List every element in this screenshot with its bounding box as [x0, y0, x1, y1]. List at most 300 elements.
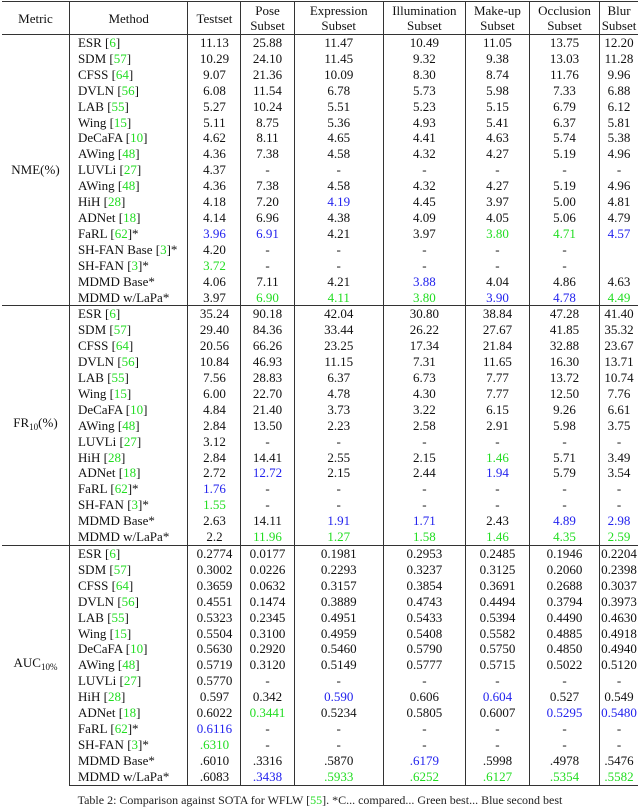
- citation-link[interactable]: 56: [121, 82, 135, 98]
- value-cell: 8.30: [383, 67, 465, 83]
- method-cell: ADNet [18]: [69, 465, 187, 481]
- citation-link[interactable]: 6: [109, 35, 116, 50]
- table-body: [2, 35, 638, 786]
- citation-link[interactable]: 6: [109, 306, 116, 322]
- value-cell: 46.93: [241, 354, 294, 370]
- value-cell: 4.78: [294, 386, 383, 402]
- value-cell: 4.32: [383, 146, 465, 162]
- table-row: [2, 130, 638, 146]
- value-cell: 7.38: [241, 146, 294, 162]
- citation-link[interactable]: 55: [111, 98, 125, 114]
- citation-link[interactable]: 57: [113, 561, 127, 577]
- value-cell: 5.74: [529, 130, 599, 146]
- value-cell: 3.72: [188, 258, 241, 274]
- method-name: Wing: [77, 385, 107, 401]
- table-row: [2, 546, 638, 562]
- citation-link[interactable]: 48: [122, 417, 136, 433]
- value-cell: 0.5715: [465, 657, 529, 673]
- value-cell: 0.549: [604, 689, 634, 705]
- value-cell: .6010: [188, 753, 241, 769]
- table-row: [2, 737, 638, 753]
- method-name: Wing: [77, 625, 107, 641]
- value-cell: 2.44: [383, 465, 465, 481]
- value-cell: 24.10: [241, 51, 294, 67]
- value-cell: -: [529, 673, 599, 689]
- value-cell: 0.4918: [601, 625, 637, 641]
- value-cell: 29.40: [188, 322, 241, 338]
- citation-link[interactable]: 10: [130, 401, 144, 417]
- value-cell: 10.74: [604, 370, 634, 386]
- value-cell: 4.65: [294, 130, 383, 146]
- value-cell: .5582: [600, 769, 638, 785]
- value-cell: 0.5777: [383, 657, 465, 673]
- method-name: Wing: [77, 114, 107, 130]
- value-cell: 7.38: [241, 178, 294, 194]
- results-table: [2, 1, 638, 786]
- table-row: [2, 226, 638, 242]
- method-name: ADNet: [77, 209, 116, 225]
- method-name: LAB: [77, 370, 104, 386]
- citation-link[interactable]: 15: [113, 625, 127, 641]
- value-cell: 3.88: [383, 274, 465, 290]
- value-cell: 2.43: [465, 513, 529, 529]
- value-cell: -: [294, 162, 383, 178]
- value-cell: 4.63: [465, 130, 529, 146]
- citation-link[interactable]: 18: [123, 209, 137, 225]
- method-cell: HiH [28]: [69, 194, 187, 210]
- value-cell: .5476: [604, 752, 634, 768]
- value-cell: 0.3973: [601, 593, 637, 609]
- value-cell: 3.80: [465, 226, 529, 242]
- value-cell: 0.2398: [601, 561, 637, 577]
- value-cell: 11.47: [294, 35, 383, 51]
- value-cell: 9.96: [607, 66, 631, 82]
- value-cell: .6179: [383, 753, 465, 769]
- value-cell: 2.98: [607, 513, 631, 529]
- value-cell: 0.5504: [188, 626, 241, 642]
- citation-link[interactable]: 6: [109, 546, 116, 561]
- method-name: CFSS: [77, 338, 109, 354]
- value-cell: 0.5408: [383, 626, 465, 642]
- value-cell: -: [529, 721, 599, 737]
- value-cell: 4.62: [188, 130, 241, 146]
- method-cell: ESR [6]: [69, 546, 187, 562]
- method-cell: ADNet [18]: [69, 210, 187, 226]
- value-cell: 3.49: [607, 449, 631, 465]
- method-name: ADNet: [77, 705, 116, 721]
- value-cell: 6.73: [383, 370, 465, 386]
- value-cell: -: [465, 673, 529, 689]
- citation-link[interactable]: 62: [114, 720, 128, 736]
- value-cell: -: [241, 242, 294, 258]
- value-cell: 9.32: [383, 51, 465, 67]
- value-cell: 11.13: [188, 35, 241, 51]
- citation-link[interactable]: 15: [113, 114, 127, 130]
- method-cell: SH-FAN [3]*: [69, 737, 187, 753]
- value-cell: -: [383, 497, 465, 513]
- value-cell: 12.20: [600, 35, 638, 51]
- value-cell: 6.79: [529, 99, 599, 115]
- value-cell: 1.46: [465, 529, 529, 545]
- method-cell: LUVLi [27]: [69, 434, 187, 450]
- value-cell: 2.58: [383, 418, 465, 434]
- method-cell: Wing [15]: [69, 386, 187, 402]
- method-cell: [69, 513, 187, 529]
- value-cell: 7.31: [383, 354, 465, 370]
- method-cell: SDM [57]: [69, 562, 187, 578]
- method-name: LUVLi: [77, 433, 117, 449]
- citation-link[interactable]: 18: [123, 465, 137, 481]
- method-name: SH-FAN Base: [77, 241, 153, 257]
- value-cell: 4.27: [465, 178, 529, 194]
- value-cell: 17.34: [383, 338, 465, 354]
- value-cell: 0.5630: [188, 641, 241, 657]
- method-name: DVLN: [77, 82, 115, 98]
- value-cell: 4.05: [465, 210, 529, 226]
- value-cell: 0.2293: [294, 562, 383, 578]
- table-row: [2, 450, 638, 466]
- value-cell: 0.4940: [601, 641, 637, 657]
- value-cell: 0.3441: [241, 705, 294, 721]
- method-cell: DeCaFA [10]: [69, 402, 187, 418]
- value-cell: 1.91: [294, 513, 383, 529]
- value-cell: .5933: [294, 769, 383, 785]
- value-cell: -: [529, 434, 599, 450]
- method-name: MDMD w/LaPa: [77, 768, 163, 784]
- value-cell: 5.98: [529, 418, 599, 434]
- method-name: LAB: [77, 98, 104, 114]
- table-row: [2, 306, 638, 322]
- value-cell: 11.65: [465, 354, 529, 370]
- value-cell: 23.67: [604, 338, 634, 354]
- value-cell: 22.70: [241, 386, 294, 402]
- value-cell: 4.45: [383, 194, 465, 210]
- value-cell: 4.41: [383, 130, 465, 146]
- value-cell: 21.36: [241, 67, 294, 83]
- citation-link[interactable]: 10: [130, 641, 144, 657]
- value-cell: 3.90: [465, 290, 529, 306]
- value-cell: 4.06: [188, 274, 241, 290]
- value-cell: -: [241, 434, 294, 450]
- value-cell: 0.0632: [241, 578, 294, 594]
- value-cell: 25.88: [241, 35, 294, 51]
- value-cell: -: [465, 258, 529, 274]
- table-row: [2, 497, 638, 513]
- value-cell: 0.3002: [188, 562, 241, 578]
- value-cell: -: [465, 481, 529, 497]
- value-cell: -: [465, 434, 529, 450]
- value-cell: 0.3854: [383, 578, 465, 594]
- value-cell: 1.58: [383, 529, 465, 545]
- value-cell: 4.79: [607, 209, 631, 225]
- value-cell: 20.56: [188, 338, 241, 354]
- value-cell: 8.75: [241, 115, 294, 131]
- value-cell: 2.84: [188, 450, 241, 466]
- value-cell: 0.604: [465, 689, 529, 705]
- value-cell: 11.05: [465, 35, 529, 51]
- asterisk-marker: *: [142, 497, 149, 513]
- value-cell: 90.18: [241, 306, 294, 322]
- value-cell: 0.4490: [529, 610, 599, 626]
- value-cell: 0.3125: [465, 562, 529, 578]
- citation-link[interactable]: 3: [131, 736, 139, 752]
- method-name: DVLN: [77, 593, 115, 609]
- value-cell: 0.3691: [465, 578, 529, 594]
- value-cell: 0.2204: [601, 546, 637, 561]
- value-cell: 0.5120: [601, 657, 637, 673]
- value-cell: 1.46: [465, 450, 529, 466]
- value-cell: -: [465, 721, 529, 737]
- table-row: [2, 418, 638, 434]
- method-name: MDMD w/LaPa: [77, 529, 163, 545]
- citation-link[interactable]: 48: [122, 178, 136, 194]
- method-name: HiH: [77, 449, 101, 465]
- value-cell: 4.27: [465, 146, 529, 162]
- value-cell: 11.15: [294, 354, 383, 370]
- value-cell: -: [241, 673, 294, 689]
- value-cell: .5354: [529, 769, 599, 785]
- value-cell: 30.80: [383, 306, 465, 322]
- value-cell: 4.57: [607, 225, 631, 241]
- value-cell: 4.04: [465, 274, 529, 290]
- asterisk-marker: *: [132, 720, 139, 736]
- value-cell: 4.20: [188, 242, 241, 258]
- value-cell: 4.89: [529, 513, 599, 529]
- value-cell: -: [465, 242, 529, 258]
- citation-link[interactable]: 18: [123, 705, 137, 721]
- header-expression: Expression Subset: [294, 2, 383, 35]
- value-cell: 4.58: [294, 146, 383, 162]
- citation-link[interactable]: 57: [113, 50, 127, 66]
- asterisk-marker: *: [132, 481, 139, 497]
- value-cell: .4978: [529, 753, 599, 769]
- method-cell: SDM [57]: [69, 51, 187, 67]
- value-cell: 5.79: [529, 465, 599, 481]
- header-metric: Metric: [2, 2, 69, 35]
- value-cell: .6083: [188, 769, 241, 785]
- value-cell: -: [294, 497, 383, 513]
- table-row: [2, 657, 638, 673]
- table-row: [2, 513, 638, 529]
- method-cell: DVLN [56]: [69, 83, 187, 99]
- value-cell: 4.18: [188, 194, 241, 210]
- value-cell: -: [383, 673, 465, 689]
- method-cell: HiH [28]: [69, 689, 187, 705]
- method-cell: Wing [15]: [69, 115, 187, 131]
- value-cell: 4.71: [529, 226, 599, 242]
- value-cell: 3.80: [383, 290, 465, 306]
- citation-link[interactable]: 27: [123, 162, 137, 178]
- citation-link[interactable]: 64: [115, 66, 129, 82]
- table-row: [2, 338, 638, 354]
- value-cell: 13.75: [529, 35, 599, 51]
- method-cell: ESR [6]: [69, 306, 187, 322]
- value-cell: 4.36: [188, 146, 241, 162]
- citation-link[interactable]: 3: [131, 257, 139, 273]
- method-cell: CFSS [64]: [69, 338, 187, 354]
- value-cell: -: [294, 481, 383, 497]
- value-cell: -: [616, 433, 622, 449]
- value-cell: 7.11: [241, 274, 294, 290]
- asterisk-marker: *: [162, 289, 170, 305]
- value-cell: 4.30: [383, 386, 465, 402]
- citation-link[interactable]: 55: [111, 370, 125, 386]
- value-cell: 10.49: [383, 35, 465, 51]
- value-cell: 5.38: [607, 130, 631, 146]
- citation-link[interactable]: 56: [121, 354, 135, 370]
- value-cell: 0.1981: [294, 546, 383, 562]
- value-cell: 0.4630: [601, 609, 637, 625]
- value-cell: -: [465, 737, 529, 753]
- value-cell: 0.5480: [601, 705, 637, 721]
- table-row: [2, 210, 638, 226]
- asterisk-marker: *: [170, 241, 178, 257]
- table-row: [2, 290, 638, 306]
- value-cell: 5.06: [529, 210, 599, 226]
- value-cell: 4.38: [294, 210, 383, 226]
- value-cell: 13.50: [241, 418, 294, 434]
- value-cell: -: [383, 258, 465, 274]
- value-cell: 0.3157: [294, 578, 383, 594]
- value-cell: 66.26: [241, 338, 294, 354]
- value-cell: -: [241, 162, 294, 178]
- citation-link[interactable]: 56: [121, 593, 135, 609]
- method-name: DeCaFA: [77, 401, 123, 417]
- citation-link[interactable]: 10: [130, 130, 144, 146]
- value-cell: 0.3794: [529, 594, 599, 610]
- asterisk-marker: *: [148, 513, 155, 529]
- value-cell: 0.4959: [294, 626, 383, 642]
- value-cell: -: [383, 737, 465, 753]
- value-cell: 2.55: [294, 450, 383, 466]
- value-cell: .3438: [241, 769, 294, 785]
- value-cell: 23.25: [294, 338, 383, 354]
- value-cell: 0.5433: [383, 610, 465, 626]
- value-cell: .3316: [241, 753, 294, 769]
- value-cell: 4.36: [188, 178, 241, 194]
- value-cell: 1.76: [188, 481, 241, 497]
- value-cell: [600, 258, 638, 274]
- table-row: [2, 562, 638, 578]
- method-name: ESR: [77, 306, 102, 322]
- table-row: [2, 673, 638, 689]
- method-name: MDMD Base: [77, 752, 149, 768]
- header-occlusion: Occlusion Subset: [529, 2, 599, 35]
- citation-link[interactable]: 62: [114, 225, 128, 241]
- method-cell: [69, 753, 187, 769]
- value-cell: -: [294, 242, 383, 258]
- value-cell: -: [465, 497, 529, 513]
- value-cell: 35.24: [188, 306, 241, 322]
- table-row: [2, 753, 638, 769]
- citation-link[interactable]: 57: [113, 322, 127, 338]
- value-cell: -: [529, 242, 599, 258]
- citation-link[interactable]: 64: [115, 338, 129, 354]
- method-name: SDM: [77, 50, 107, 66]
- citation-link[interactable]: 48: [122, 146, 136, 162]
- table-row: [2, 705, 638, 721]
- table-row: [2, 370, 638, 386]
- header-blur: Blur Subset: [600, 2, 638, 35]
- value-cell: 4.21: [294, 274, 383, 290]
- citation-link[interactable]: 27: [123, 433, 137, 449]
- value-cell: -: [616, 673, 622, 689]
- citation-link[interactable]: 3: [131, 497, 139, 513]
- value-cell: 4.93: [383, 115, 465, 131]
- method-name: SDM: [77, 322, 107, 338]
- table-row: [2, 51, 638, 67]
- value-cell: 27.67: [465, 322, 529, 338]
- value-cell: 0.4850: [529, 641, 599, 657]
- value-cell: 0.1474: [241, 594, 294, 610]
- table-row: [2, 626, 638, 642]
- value-cell: 0.4885: [529, 626, 599, 642]
- citation-link[interactable]: 28: [107, 449, 121, 465]
- caption-ref[interactable]: 55: [310, 793, 323, 807]
- method-name: AWing: [77, 417, 115, 433]
- citation-link[interactable]: 64: [115, 577, 129, 593]
- value-cell: 6.00: [188, 386, 241, 402]
- table-row: [2, 99, 638, 115]
- asterisk-marker: *: [142, 257, 149, 273]
- table-row: [2, 434, 638, 450]
- value-cell: 0.0226: [241, 562, 294, 578]
- citation-link[interactable]: 3: [160, 241, 167, 257]
- citation-link[interactable]: 62: [114, 481, 128, 497]
- citation-link[interactable]: 48: [122, 657, 136, 673]
- value-cell: 0.2485: [465, 546, 529, 562]
- table-row: [2, 481, 638, 497]
- value-cell: 0.3659: [188, 578, 241, 594]
- value-cell: 21.84: [465, 338, 529, 354]
- value-cell: 4.35: [529, 529, 599, 545]
- caption-text: Table 2: Comparison against SOTA for WFLW [: [77, 793, 311, 807]
- value-cell: 3.22: [383, 402, 465, 418]
- value-cell: 11.45: [294, 51, 383, 67]
- method-name: AWing: [77, 178, 115, 194]
- table-row: [2, 258, 638, 274]
- value-cell: 5.71: [529, 450, 599, 466]
- citation-link[interactable]: 28: [107, 689, 121, 705]
- table-row: [2, 242, 638, 258]
- method-name: LAB: [77, 609, 104, 625]
- value-cell: -: [383, 162, 465, 178]
- caption-text-after: ]. *C... compared... Green best... Blue second best: [322, 793, 563, 807]
- method-cell: SH-FAN Base [3]*: [69, 242, 187, 258]
- value-cell: 0.4551: [188, 594, 241, 610]
- method-cell: SH-FAN [3]*: [69, 497, 187, 513]
- value-cell: 13.71: [604, 354, 634, 370]
- citation-link[interactable]: 15: [113, 385, 127, 401]
- citation-link[interactable]: 55: [111, 609, 125, 625]
- value-cell: -: [529, 258, 599, 274]
- value-cell: 0.5149: [294, 657, 383, 673]
- value-cell: 5.81: [607, 114, 631, 130]
- citation-link[interactable]: 28: [107, 194, 121, 210]
- method-name: AWing: [77, 146, 115, 162]
- citation-link[interactable]: 27: [123, 673, 137, 689]
- value-cell: 0.3100: [241, 626, 294, 642]
- header-method: Method: [69, 2, 187, 35]
- method-cell: Wing [15]: [69, 626, 187, 642]
- value-cell: 9.26: [529, 402, 599, 418]
- value-cell: 3.75: [607, 417, 631, 433]
- value-cell: 10.84: [188, 354, 241, 370]
- value-cell: 0.2345: [241, 610, 294, 626]
- value-cell: 0.590: [294, 689, 383, 705]
- value-cell: 6.78: [294, 83, 383, 99]
- header-pose: Pose Subset: [241, 2, 294, 35]
